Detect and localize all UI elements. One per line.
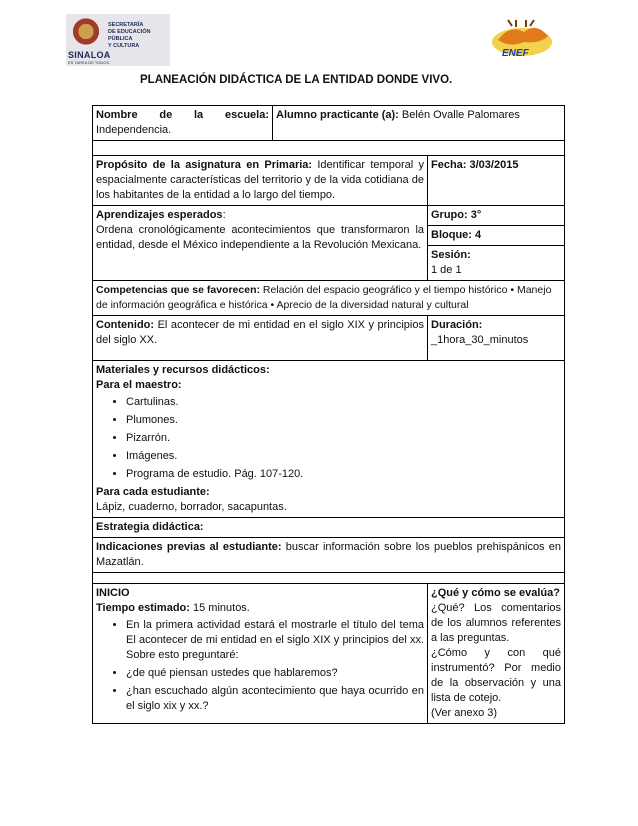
start-cell — [93, 584, 428, 724]
purpose-label: Propósito de la asignatura en Primaria: — [96, 159, 313, 171]
list-item: • Pizarrón. — [126, 431, 561, 446]
session-value: 1 de 1 — [431, 264, 462, 276]
duration-cell — [428, 316, 565, 361]
state-seal-icon — [72, 18, 100, 48]
learning-cell: Aprendizajes esperados: Ordena cronológicamente acontecimientos que transformaron la entidad, desde el México independiente a la Revolución Mexicana. — [93, 206, 428, 281]
student-teacher-label: Alumno practicante (a): — [276, 109, 399, 121]
school-value: Independencia. — [96, 124, 172, 136]
list-item: • Cartulinas. — [126, 395, 561, 410]
duration-label: Duración: — [431, 319, 483, 331]
row-strategy — [93, 518, 565, 538]
instructions-label: Indicaciones previas al estudiante: — [96, 541, 282, 553]
row-materials — [93, 361, 565, 518]
planning-table — [92, 105, 565, 724]
block-label: Bloque: 4 — [431, 229, 482, 241]
start-activities-list — [96, 618, 424, 714]
purpose-value: Identificar temporal y espacialmente características del territorio y de la vida cotidiana de los habitantes de la entidad a lo largo del tiempo. — [96, 159, 424, 201]
time-label: Tiempo estimado: — [96, 602, 190, 614]
start-label: INICIO — [96, 587, 130, 599]
content-cell — [93, 316, 428, 361]
secretaria-line-2: DE EDUCACIÓN — [108, 29, 151, 35]
instructions-cell — [93, 538, 565, 573]
evaluation-cell — [428, 584, 565, 724]
row-learning — [93, 206, 565, 226]
block-cell — [428, 226, 565, 246]
school-cell — [93, 106, 273, 141]
page-title: PLANEACIÓN DIDÁCTICA DE LA ENTIDAD DONDE VIVO. — [140, 74, 453, 86]
time-value: 15 minutos. — [193, 602, 250, 614]
competencies-value: Relación del espacio geográfico y el tiempo histórico • Manejo de información geográfica e histórica • Aprecio de la diversidad natural y cultural — [96, 284, 552, 311]
enef-wordmark: ENEF — [502, 48, 529, 59]
content-value: El acontecer de mi entidad en el siglo XIX y principios del siglo XX. — [96, 319, 424, 346]
group-label: Grupo: 3° — [431, 209, 482, 221]
evaluation-what: ¿Qué? Los comentarios de los alumnos referentes a las preguntas. — [431, 602, 561, 644]
sinaloa-wordmark: SINALOA — [68, 50, 111, 60]
secretaria-line-3: PÚBLICA — [108, 36, 133, 42]
list-item: • En la primera actividad estará el mostrarle el título del tema El acontecer de mi entidad en el siglo XIX y principios del xx. Sobre esto preguntaré: — [126, 618, 424, 663]
evaluation-label: ¿Qué y cómo se evalúa? — [431, 587, 560, 599]
student-materials-value: Lápiz, cuaderno, borrador, sacapuntas. — [96, 501, 287, 513]
student-materials-label: Para cada estudiante: — [96, 486, 210, 498]
list-item: • ¿han escuchado algún acontecimiento que haya ocurrido en el siglo xix y xx.? — [126, 684, 424, 714]
competencies-cell — [93, 281, 565, 316]
enef-logo — [490, 18, 554, 64]
group-cell — [428, 206, 565, 226]
row-purpose — [93, 156, 565, 206]
competencies-label: Competencias que se favorecen: — [96, 284, 260, 296]
row-school — [93, 106, 565, 141]
strategy-label: Estrategia didáctica: — [96, 521, 204, 533]
learning-label: Aprendizajes esperados — [96, 209, 223, 221]
session-cell — [428, 246, 565, 281]
session-label: Sesión: — [431, 249, 471, 261]
content-label: Contenido: — [96, 319, 155, 331]
materials-cell — [93, 361, 565, 518]
purpose-cell — [93, 156, 428, 206]
instructions-value: buscar información sobre los pueblos prehispánicos en Mazatlán. — [96, 541, 561, 568]
evaluation-how: ¿Cómo y con qué instrumentó? Por medio de la observación y una lista de cotejo. — [431, 647, 561, 704]
teacher-materials-list — [96, 395, 561, 482]
list-item: • Imágenes. — [126, 449, 561, 464]
materials-label: Materiales y recursos didácticos: — [96, 364, 270, 376]
strategy-cell — [93, 518, 565, 538]
spacer-row — [93, 573, 565, 584]
row-content — [93, 316, 565, 361]
student-teacher-value: Belén Ovalle Palomares — [401, 109, 520, 121]
secretaria-line-4: Y CULTURA — [108, 43, 140, 49]
secretaria-line-1: SECRETARÍA — [108, 22, 144, 28]
list-item: • ¿de qué piensan ustedes que hablaremos? — [126, 666, 424, 681]
sinaloa-sepyc-logo — [66, 14, 170, 66]
duration-value: _1hora_30_minutos — [431, 334, 529, 346]
row-instructions — [93, 538, 565, 573]
row-competencies — [93, 281, 565, 316]
list-item: • Plumones. — [126, 413, 561, 428]
student-teacher-cell — [273, 106, 565, 141]
spacer-row — [93, 141, 565, 156]
evaluation-annex: (Ver anexo 3) — [431, 707, 498, 719]
school-label: Nombre de la escuela: — [96, 109, 269, 121]
date-cell — [428, 156, 565, 206]
sinaloa-tagline: ES TAREA DE TODOS — [68, 60, 110, 65]
list-item: • Programa de estudio. Pág. 107-120. — [126, 467, 561, 482]
row-start — [93, 584, 565, 724]
date-label: Fecha: 3/03/2015 — [431, 159, 519, 171]
learning-value: Ordena cronológicamente acontecimientos que transformaron la entidad, desde el México independiente a la Revolución Mexicana. — [96, 224, 424, 251]
teacher-materials-label: Para el maestro: — [96, 379, 182, 391]
